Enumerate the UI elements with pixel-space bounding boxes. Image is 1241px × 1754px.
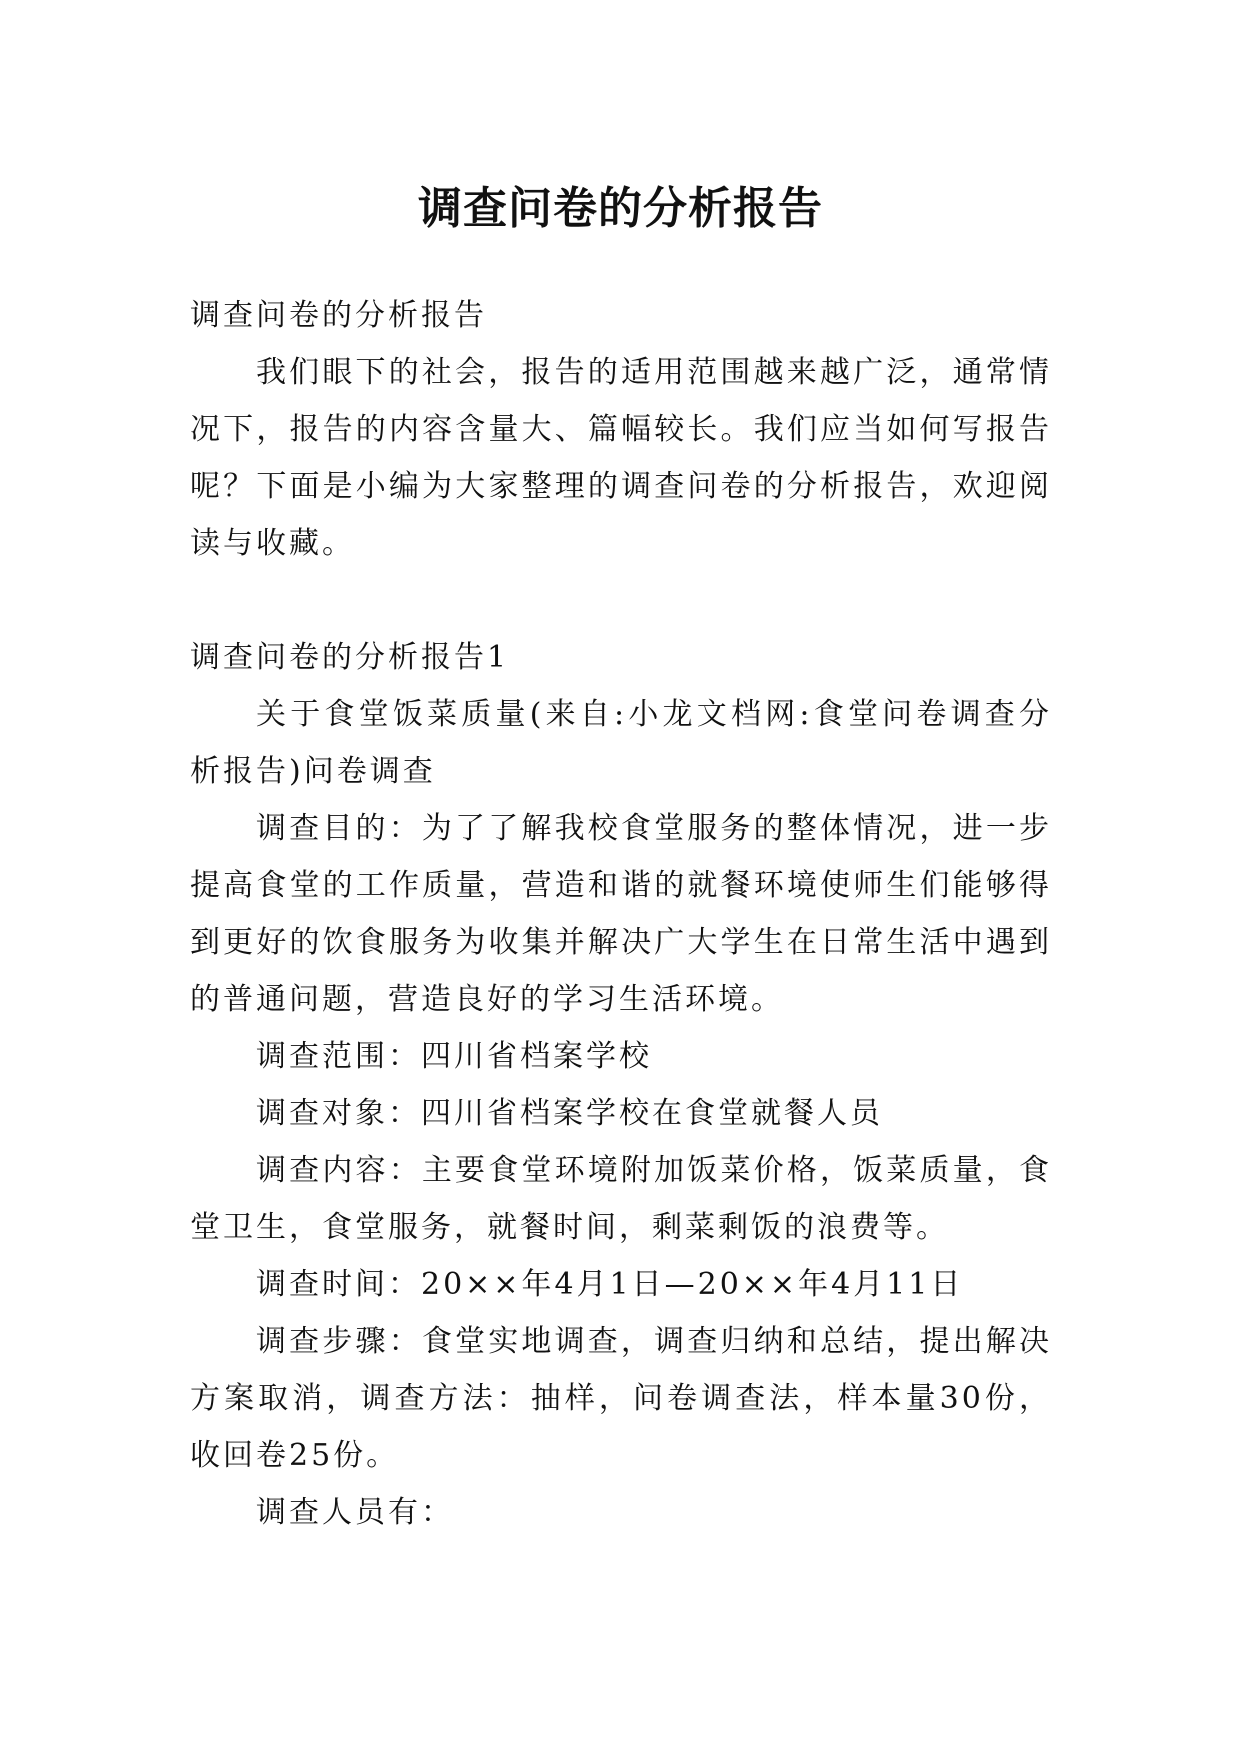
document-body <box>190 287 1052 1541</box>
survey-topic-paragraph: 关于食堂饭菜质量(来自:小龙文档网:食堂问卷调查分析报告)问卷调查 <box>190 697 1052 789</box>
section-heading: 调查问卷的分析报告1 <box>190 640 510 675</box>
survey-steps-paragraph: 调查步骤：食堂实地调查，调查归纳和总结，提出解决方案取消，调查方法：抽样，问卷调查法，样本量30份，收回卷25份。 <box>190 1324 1052 1473</box>
survey-time-paragraph: 调查时间：20××年4月1日—20××年4月11日 <box>256 1267 964 1302</box>
section-heading: 调查问卷的分析报告 <box>190 298 487 333</box>
survey-subject-paragraph: 调查对象：四川省档案学校在食堂就餐人员 <box>256 1096 883 1131</box>
survey-content-paragraph: 调查内容：主要食堂环境附加饭菜价格，饭菜质量，食堂卫生，食堂服务，就餐时间，剩菜剩饭的浪费等。 <box>190 1153 1052 1245</box>
intro-paragraph: 我们眼下的社会，报告的适用范围越来越广泛，通常情况下，报告的内容含量大、篇幅较长。我们应当如何写报告呢？下面是小编为大家整理的调查问卷的分析报告，欢迎阅读与收藏。 <box>190 355 1052 561</box>
survey-staff-paragraph: 调查人员有： <box>256 1495 454 1530</box>
document-title: 调查问卷的分析报告 <box>418 183 823 235</box>
survey-scope-paragraph: 调查范围：四川省档案学校 <box>256 1039 652 1074</box>
survey-purpose-paragraph: 调查目的：为了了解我校食堂服务的整体情况，进一步提高食堂的工作质量，营造和谐的就餐环境使师生们能够得到更好的饮食服务为收集并解决广大学生在日常生活中遇到的普通问题，营造良好的学习生活环境。 <box>190 811 1052 1017</box>
